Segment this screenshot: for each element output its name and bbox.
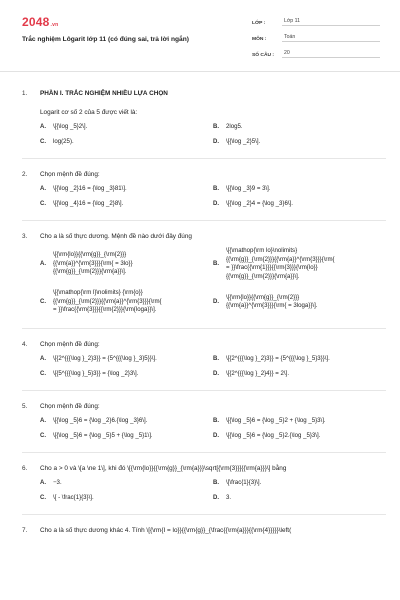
answer-option-c[interactable]: [40, 494, 213, 503]
option-text: 3.: [226, 494, 232, 502]
question-stem: [22, 232, 386, 241]
option-text: \[{\rm{lo}}{{\rm{g}}_{\rm{2}}} {{\rm{a}}^{\rm{3}}}{\rm{ = 3lo}} {{\rm{g}}_{\rm{2}}}{\rm{a}}\].: [53, 251, 133, 276]
meta-count-row: [252, 46, 380, 58]
answer-option-c[interactable]: [40, 287, 213, 317]
answer-option-d[interactable]: [213, 370, 386, 379]
option-text: \[{\log _2}5\].: [226, 138, 261, 146]
question-number: [22, 108, 40, 117]
option-letter: C.: [40, 298, 46, 305]
option-letter: C.: [40, 201, 46, 208]
question-stem: [22, 170, 386, 179]
question-7: [0, 526, 400, 535]
option-letter: B.: [213, 186, 219, 193]
answer-option-c[interactable]: [40, 138, 213, 147]
question-text: Chọn mệnh đề đúng:: [40, 171, 100, 178]
question-text: Cho a là số thực dương khác 4. Tính \[{\rm{I = lo}}{{\rm{g}}_{\frac{{\rm{a}}}{{\rm{4}}}}}\left(: [40, 527, 292, 534]
answer-options: [40, 355, 386, 385]
option-letter: A.: [40, 186, 46, 193]
answer-option-d[interactable]: [213, 494, 386, 503]
worksheet-meta: [252, 14, 380, 62]
answer-options: [40, 123, 386, 153]
question-3: [0, 232, 400, 329]
question-5: [0, 402, 400, 453]
answer-option-b[interactable]: [213, 417, 386, 426]
option-text: \[{\mathop{\rm l}\nolimits} {\rm{o}} {{\rm{g}}_{\rm{2}}}{{\rm{a}}^{\rm{3}}}{\rm{ = }}\frac{{\rm{3}}}{{\rm{2}}}{\rm{loga}}\].: [53, 289, 162, 314]
question-number: 7.: [22, 527, 28, 534]
section-heading: [22, 86, 400, 100]
logo-text: 2048: [22, 15, 50, 29]
option-letter: B.: [213, 260, 219, 267]
option-text: \[{\log _4}16 = {\log _2}8\].: [53, 200, 124, 208]
option-letter: A.: [40, 356, 46, 363]
option-letter: C.: [40, 495, 46, 502]
page-title: Trắc nghiệm Lôgarit lớp 11 (có đúng sai, trả lời ngắn): [22, 36, 189, 43]
option-text: \[{\log _2}4 = {\log _3}6\].: [226, 200, 293, 208]
option-text: \[{\mathop{\rm lo}\nolimits} {{\rm{g}}_{\rm{2}}}{{\rm{a}}^{\rm{3}}}{\rm{ = }}\frac{{\rm{1}}}{{\rm{3}}}{\rm{lo}} {{\rm{g}}_{\rm{2}}}{\rm{a}}\].: [226, 247, 335, 280]
answer-option-b[interactable]: [213, 123, 386, 132]
logo-suffix: .vn: [50, 22, 59, 28]
option-text: −3.: [53, 479, 62, 487]
answer-option-b[interactable]: [213, 479, 386, 488]
question-text: Cho a > 0 và \[a \ne 1\], khi đó \[{\rm{lo}}{{\rm{g}}_{\rm{a}}}\sqrt[{\rm{3}}]{{\rm{a}}}\] bằng: [40, 465, 287, 472]
question-divider: [22, 390, 386, 391]
option-letter: D.: [213, 495, 219, 502]
option-letter: C.: [40, 371, 46, 378]
meta-class-row: [252, 14, 380, 26]
option-text: \[{\rm{lo}}{{\rm{g}}_{\rm{2}}} {{\rm{a}}^{\rm{3}}}{\rm{ = 3loga}}\].: [226, 293, 318, 309]
option-text: \[ - \frac{1}{3}\].: [53, 494, 94, 502]
option-letter: C.: [40, 139, 46, 146]
question-number: 2.: [22, 171, 28, 178]
question-number: 3.: [22, 233, 28, 240]
option-letter: D.: [213, 139, 219, 146]
answer-option-a[interactable]: [40, 247, 213, 281]
question-stem: [22, 526, 386, 535]
question-divider: [22, 452, 386, 453]
option-letter: B.: [213, 480, 219, 487]
option-text: \[{\log _5}6 = {\log _2}6.{\log _3}6\].: [53, 417, 148, 425]
question-1: [0, 108, 400, 159]
answer-option-b[interactable]: [213, 355, 386, 364]
answer-option-a[interactable]: [40, 123, 213, 132]
meta-value: Toán: [282, 34, 380, 42]
option-text: \[{5^{{{\log }_5}3}} = {\log _2}3\].: [53, 370, 139, 378]
option-letter: A.: [40, 480, 46, 487]
site-logo[interactable]: [22, 15, 58, 29]
question-divider: [22, 158, 386, 159]
question-6: [0, 464, 400, 515]
answer-option-d[interactable]: [213, 287, 386, 317]
meta-label: SỐ CÂU :: [252, 53, 275, 58]
option-letter: D.: [213, 371, 219, 378]
option-text: log(25).: [53, 138, 74, 146]
option-letter: D.: [213, 298, 219, 305]
option-text: \[\frac{1}{3}\].: [226, 479, 262, 487]
option-letter: B.: [213, 124, 219, 131]
question-number: 4.: [22, 341, 28, 348]
question-divider: [22, 328, 386, 329]
question-divider: [22, 220, 386, 221]
option-letter: B.: [213, 418, 219, 425]
question-stem: [22, 402, 386, 411]
answer-option-d[interactable]: [213, 138, 386, 147]
section-number: 1.: [22, 89, 28, 97]
meta-value: 20: [282, 50, 380, 58]
answer-option-c[interactable]: [40, 370, 213, 379]
section-title: PHẦN I. TRẮC NGHIỆM NHIỀU LỰA CHỌN: [40, 89, 168, 97]
question-list: [0, 86, 400, 535]
answer-option-a[interactable]: [40, 355, 213, 364]
answer-option-c[interactable]: [40, 200, 213, 209]
answer-option-d[interactable]: [213, 432, 386, 441]
answer-options: [40, 417, 386, 447]
option-letter: C.: [40, 433, 46, 440]
answer-options: [40, 185, 386, 215]
meta-label: LỚP :: [252, 21, 266, 26]
option-text: \[{2^{{{\log }_2}4}} = 2\].: [226, 370, 290, 378]
meta-subject-row: [252, 30, 380, 42]
option-text: 2log5.: [226, 123, 243, 131]
question-number: 5.: [22, 403, 28, 410]
option-text: \[{\log _3}9 = 3\].: [226, 185, 271, 193]
option-letter: A.: [40, 124, 46, 131]
option-text: \[{2^{{{\log }_2}3}} = {5^{{{\log }_5}3}}\].: [226, 355, 330, 363]
question-number: 6.: [22, 465, 28, 472]
question-2: [0, 170, 400, 221]
option-text: \[{\log _5}2\].: [53, 123, 88, 131]
question-stem: [22, 108, 386, 117]
answer-option-d[interactable]: [213, 200, 386, 209]
answer-options: [40, 247, 386, 323]
question-stem: [22, 340, 386, 349]
option-text: \[{\log _5}6 = {\log _5}2 + {\log _5}3\].: [226, 417, 326, 425]
option-text: \[{\log _2}16 = {\log _3}81\].: [53, 185, 127, 193]
question-text: Logarit cơ số 2 của 5 được viết là:: [40, 109, 138, 116]
option-letter: B.: [213, 356, 219, 363]
option-text: \[{\log _5}6 = {\log _5}5 + {\log _5}1\].: [53, 432, 153, 440]
option-letter: D.: [213, 433, 219, 440]
meta-value: Lớp 11: [282, 18, 380, 26]
question-4: [0, 340, 400, 391]
question-divider: [22, 514, 386, 515]
option-letter: A.: [40, 260, 46, 267]
question-text: Cho a là số thực dương. Mệnh đề nào dưới đây đúng: [40, 233, 192, 240]
meta-label: MÔN :: [252, 37, 267, 42]
answer-option-a[interactable]: [40, 479, 213, 488]
answer-options: [40, 479, 386, 509]
worksheet-header: [0, 0, 400, 72]
answer-option-b[interactable]: [213, 185, 386, 194]
question-text: Chọn mệnh đề đúng:: [40, 341, 100, 348]
question-stem: [22, 464, 386, 473]
option-text: \[{\log _5}6 = {\log _5}2.{\log _5}3\].: [226, 432, 321, 440]
option-letter: A.: [40, 418, 46, 425]
option-text: \[{2^{{{\log }_2}3}} = {5^{{{\log }_3}5}}\].: [53, 355, 157, 363]
answer-option-a[interactable]: [40, 185, 213, 194]
answer-option-c[interactable]: [40, 432, 213, 441]
answer-option-a[interactable]: [40, 417, 213, 426]
question-text: Chọn mệnh đề đúng:: [40, 403, 100, 410]
option-letter: D.: [213, 201, 219, 208]
answer-option-b[interactable]: [213, 247, 386, 281]
